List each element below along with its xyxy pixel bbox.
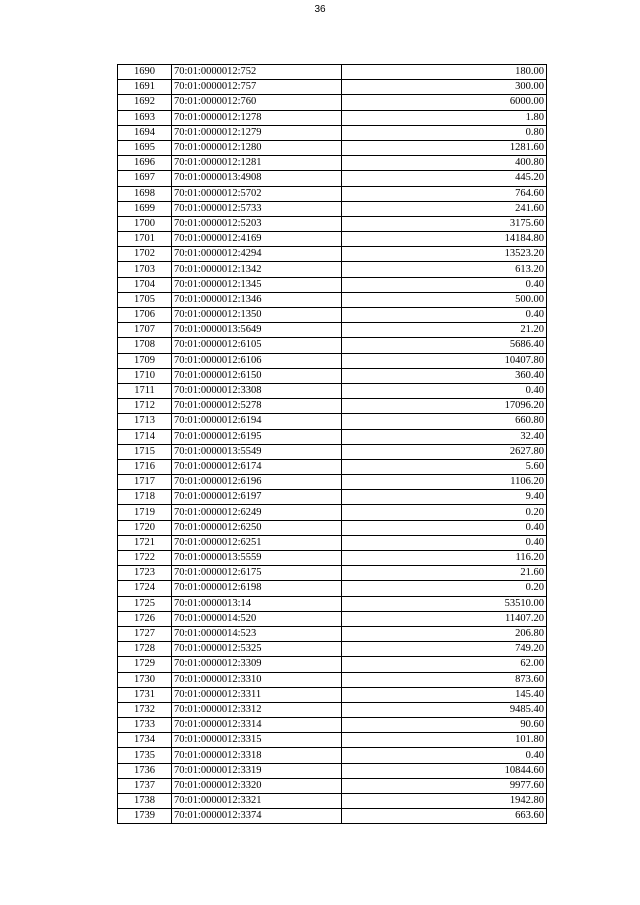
row-number-cell: 1691 — [118, 80, 172, 95]
row-number-cell: 1719 — [118, 505, 172, 520]
row-number-cell: 1709 — [118, 353, 172, 368]
row-number-cell: 1690 — [118, 65, 172, 80]
row-number-cell: 1695 — [118, 140, 172, 155]
row-number-cell: 1697 — [118, 171, 172, 186]
value-cell: 53510.00 — [342, 596, 547, 611]
value-cell: 764.60 — [342, 186, 547, 201]
cadastral-number-cell: 70:01:0000012:3315 — [172, 733, 342, 748]
value-cell: 1106.20 — [342, 475, 547, 490]
table-row — [118, 535, 547, 550]
cadastral-number-cell: 70:01:0000013:5559 — [172, 551, 342, 566]
value-cell: 0.80 — [342, 125, 547, 140]
row-number-cell: 1722 — [118, 551, 172, 566]
cadastral-number-cell: 70:01:0000012:1346 — [172, 292, 342, 307]
value-cell: 6000.00 — [342, 95, 547, 110]
cadastral-number-cell: 70:01:0000012:3310 — [172, 672, 342, 687]
cadastral-number-cell: 70:01:0000012:6106 — [172, 353, 342, 368]
row-number-cell: 1712 — [118, 399, 172, 414]
table-row — [118, 672, 547, 687]
cadastral-number-cell: 70:01:0000012:5203 — [172, 216, 342, 231]
table-row — [118, 490, 547, 505]
cadastral-number-cell: 70:01:0000012:6198 — [172, 581, 342, 596]
table-row — [118, 794, 547, 809]
value-cell: 180.00 — [342, 65, 547, 80]
cadastral-number-cell: 70:01:0000012:3374 — [172, 809, 342, 824]
table-row — [118, 414, 547, 429]
cadastral-number-cell: 70:01:0000012:3308 — [172, 383, 342, 398]
table-row — [118, 459, 547, 474]
value-cell: 5.60 — [342, 459, 547, 474]
value-cell: 10844.60 — [342, 763, 547, 778]
row-number-cell: 1718 — [118, 490, 172, 505]
cadastral-number-cell: 70:01:0000012:6150 — [172, 368, 342, 383]
cadastral-number-cell: 70:01:0000013:5549 — [172, 444, 342, 459]
row-number-cell: 1704 — [118, 277, 172, 292]
cadastral-number-cell: 70:01:0000012:4169 — [172, 232, 342, 247]
table-row — [118, 505, 547, 520]
table-row — [118, 247, 547, 262]
cadastral-number-cell: 70:01:0000012:6197 — [172, 490, 342, 505]
value-cell: 1942.80 — [342, 794, 547, 809]
value-cell: 445.20 — [342, 171, 547, 186]
row-number-cell: 1707 — [118, 323, 172, 338]
value-cell: 9.40 — [342, 490, 547, 505]
cadastral-number-cell: 70:01:0000014:520 — [172, 611, 342, 626]
cadastral-number-cell: 70:01:0000012:6251 — [172, 535, 342, 550]
table-row — [118, 110, 547, 125]
table-row — [118, 368, 547, 383]
cadastral-number-cell: 70:01:0000012:6174 — [172, 459, 342, 474]
row-number-cell: 1705 — [118, 292, 172, 307]
cadastral-number-cell: 70:01:0000012:5325 — [172, 642, 342, 657]
value-cell: 2627.80 — [342, 444, 547, 459]
table-row — [118, 702, 547, 717]
table-row — [118, 596, 547, 611]
table-row — [118, 687, 547, 702]
cadastral-number-cell: 70:01:0000012:6195 — [172, 429, 342, 444]
cadastral-number-cell: 70:01:0000012:6105 — [172, 338, 342, 353]
cadastral-number-cell: 70:01:0000013:5649 — [172, 323, 342, 338]
cadastral-number-cell: 70:01:0000012:3320 — [172, 778, 342, 793]
row-number-cell: 1702 — [118, 247, 172, 262]
table-row — [118, 338, 547, 353]
table-row — [118, 520, 547, 535]
cadastral-number-cell: 70:01:0000012:6249 — [172, 505, 342, 520]
row-number-cell: 1694 — [118, 125, 172, 140]
value-cell: 17096.20 — [342, 399, 547, 414]
cadastral-number-cell: 70:01:0000012:6196 — [172, 475, 342, 490]
row-number-cell: 1714 — [118, 429, 172, 444]
cadastral-number-cell: 70:01:0000012:5733 — [172, 201, 342, 216]
table-row — [118, 80, 547, 95]
row-number-cell: 1706 — [118, 308, 172, 323]
value-cell: 660.80 — [342, 414, 547, 429]
table-row — [118, 171, 547, 186]
row-number-cell: 1699 — [118, 201, 172, 216]
row-number-cell: 1713 — [118, 414, 172, 429]
value-cell: 90.60 — [342, 718, 547, 733]
value-cell: 300.00 — [342, 80, 547, 95]
table-row — [118, 429, 547, 444]
row-number-cell: 1734 — [118, 733, 172, 748]
table-row — [118, 156, 547, 171]
row-number-cell: 1725 — [118, 596, 172, 611]
cadastral-number-cell: 70:01:0000012:752 — [172, 65, 342, 80]
row-number-cell: 1730 — [118, 672, 172, 687]
row-number-cell: 1732 — [118, 702, 172, 717]
value-cell: 0.40 — [342, 308, 547, 323]
value-cell: 116.20 — [342, 551, 547, 566]
row-number-cell: 1703 — [118, 262, 172, 277]
value-cell: 0.20 — [342, 581, 547, 596]
value-cell: 360.40 — [342, 368, 547, 383]
row-number-cell: 1716 — [118, 459, 172, 474]
value-cell: 0.40 — [342, 277, 547, 292]
value-cell: 3175.60 — [342, 216, 547, 231]
row-number-cell: 1735 — [118, 748, 172, 763]
value-cell: 10407.80 — [342, 353, 547, 368]
table-row — [118, 216, 547, 231]
table-row — [118, 292, 547, 307]
table-row — [118, 262, 547, 277]
table-row — [118, 277, 547, 292]
table-row — [118, 657, 547, 672]
table-row — [118, 140, 547, 155]
value-cell: 11407.20 — [342, 611, 547, 626]
cadastral-number-cell: 70:01:0000012:3314 — [172, 718, 342, 733]
table-row — [118, 308, 547, 323]
row-number-cell: 1726 — [118, 611, 172, 626]
value-cell: 241.60 — [342, 201, 547, 216]
value-cell: 62.00 — [342, 657, 547, 672]
row-number-cell: 1729 — [118, 657, 172, 672]
value-cell: 613.20 — [342, 262, 547, 277]
row-number-cell: 1696 — [118, 156, 172, 171]
value-cell: 32.40 — [342, 429, 547, 444]
table-row — [118, 323, 547, 338]
table-row — [118, 718, 547, 733]
cadastral-number-cell: 70:01:0000012:6194 — [172, 414, 342, 429]
cadastral-number-cell: 70:01:0000013:14 — [172, 596, 342, 611]
cadastral-number-cell: 70:01:0000012:3311 — [172, 687, 342, 702]
row-number-cell: 1720 — [118, 520, 172, 535]
row-number-cell: 1693 — [118, 110, 172, 125]
cadastral-number-cell: 70:01:0000012:1281 — [172, 156, 342, 171]
cadastral-number-cell: 70:01:0000012:1280 — [172, 140, 342, 155]
value-cell: 663.60 — [342, 809, 547, 824]
row-number-cell: 1724 — [118, 581, 172, 596]
value-cell: 500.00 — [342, 292, 547, 307]
page-number: 36 — [314, 4, 326, 15]
value-cell: 13523.20 — [342, 247, 547, 262]
value-cell: 145.40 — [342, 687, 547, 702]
table-row — [118, 748, 547, 763]
table-row — [118, 475, 547, 490]
cadastral-number-cell: 70:01:0000012:1350 — [172, 308, 342, 323]
row-number-cell: 1711 — [118, 383, 172, 398]
table-row — [118, 201, 547, 216]
cadastral-number-cell: 70:01:0000012:760 — [172, 95, 342, 110]
cadastral-number-cell: 70:01:0000012:3312 — [172, 702, 342, 717]
table-row — [118, 125, 547, 140]
table-row — [118, 778, 547, 793]
value-cell: 5686.40 — [342, 338, 547, 353]
value-cell: 0.40 — [342, 535, 547, 550]
cadastral-number-cell: 70:01:0000012:3318 — [172, 748, 342, 763]
cadastral-number-cell: 70:01:0000012:4294 — [172, 247, 342, 262]
row-number-cell: 1701 — [118, 232, 172, 247]
cadastral-number-cell: 70:01:0000012:3309 — [172, 657, 342, 672]
table-row — [118, 186, 547, 201]
row-number-cell: 1708 — [118, 338, 172, 353]
cadastral-number-cell: 70:01:0000012:5702 — [172, 186, 342, 201]
table-row — [118, 626, 547, 641]
value-cell: 400.80 — [342, 156, 547, 171]
value-cell: 21.20 — [342, 323, 547, 338]
value-cell: 206.80 — [342, 626, 547, 641]
value-cell: 1.80 — [342, 110, 547, 125]
row-number-cell: 1717 — [118, 475, 172, 490]
cadastral-number-cell: 70:01:0000012:3321 — [172, 794, 342, 809]
table-row — [118, 95, 547, 110]
cadastral-number-cell: 70:01:0000012:6250 — [172, 520, 342, 535]
row-number-cell: 1698 — [118, 186, 172, 201]
table-row — [118, 733, 547, 748]
value-cell: 9977.60 — [342, 778, 547, 793]
value-cell: 0.40 — [342, 520, 547, 535]
table-row — [118, 444, 547, 459]
value-cell: 749.20 — [342, 642, 547, 657]
table-row — [118, 611, 547, 626]
row-number-cell: 1727 — [118, 626, 172, 641]
table-row — [118, 353, 547, 368]
cadastral-number-cell: 70:01:0000012:1279 — [172, 125, 342, 140]
table-row — [118, 809, 547, 824]
table-row — [118, 581, 547, 596]
table-body — [118, 65, 547, 824]
row-number-cell: 1733 — [118, 718, 172, 733]
value-cell: 9485.40 — [342, 702, 547, 717]
cadastral-number-cell: 70:01:0000012:6175 — [172, 566, 342, 581]
value-cell: 873.60 — [342, 672, 547, 687]
table-row — [118, 642, 547, 657]
cadastral-number-cell: 70:01:0000012:5278 — [172, 399, 342, 414]
row-number-cell: 1737 — [118, 778, 172, 793]
cadastral-number-cell: 70:01:0000012:1278 — [172, 110, 342, 125]
row-number-cell: 1739 — [118, 809, 172, 824]
row-number-cell: 1715 — [118, 444, 172, 459]
table-row — [118, 566, 547, 581]
row-number-cell: 1692 — [118, 95, 172, 110]
cadastral-number-cell: 70:01:0000013:4908 — [172, 171, 342, 186]
table-row — [118, 232, 547, 247]
value-cell: 0.40 — [342, 383, 547, 398]
table-row — [118, 399, 547, 414]
row-number-cell: 1728 — [118, 642, 172, 657]
cadastral-table — [117, 64, 547, 824]
table-row — [118, 65, 547, 80]
table-row — [118, 763, 547, 778]
value-cell: 1281.60 — [342, 140, 547, 155]
row-number-cell: 1700 — [118, 216, 172, 231]
cadastral-number-cell: 70:01:0000012:3319 — [172, 763, 342, 778]
row-number-cell: 1731 — [118, 687, 172, 702]
row-number-cell: 1721 — [118, 535, 172, 550]
value-cell: 21.60 — [342, 566, 547, 581]
value-cell: 101.80 — [342, 733, 547, 748]
row-number-cell: 1738 — [118, 794, 172, 809]
table-row — [118, 383, 547, 398]
cadastral-number-cell: 70:01:0000012:1345 — [172, 277, 342, 292]
value-cell: 0.20 — [342, 505, 547, 520]
row-number-cell: 1736 — [118, 763, 172, 778]
row-number-cell: 1710 — [118, 368, 172, 383]
row-number-cell: 1723 — [118, 566, 172, 581]
cadastral-number-cell: 70:01:0000014:523 — [172, 626, 342, 641]
cadastral-number-cell: 70:01:0000012:757 — [172, 80, 342, 95]
cadastral-number-cell: 70:01:0000012:1342 — [172, 262, 342, 277]
table-row — [118, 551, 547, 566]
value-cell: 0.40 — [342, 748, 547, 763]
value-cell: 14184.80 — [342, 232, 547, 247]
